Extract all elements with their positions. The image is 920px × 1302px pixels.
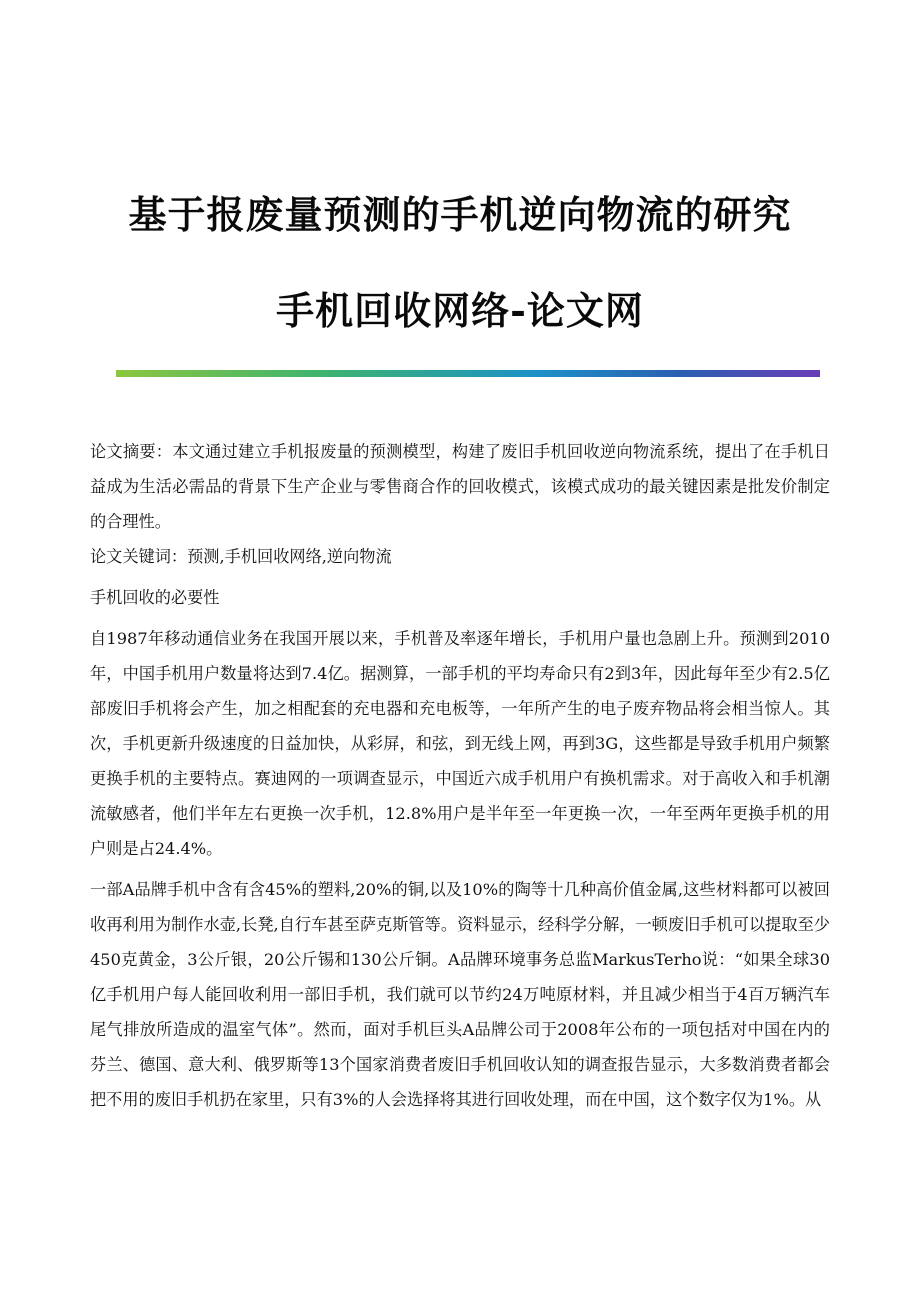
section-heading: 手机回收的必要性 bbox=[90, 588, 220, 607]
title-divider bbox=[116, 370, 820, 377]
document-title-line-1: 基于报废量预测的手机逆向物流的研究 bbox=[128, 192, 792, 237]
document-title-line-2: 手机回收网络-论文网 bbox=[276, 288, 644, 333]
abstract-paragraph: 论文摘要：本文通过建立手机报废量的预测模型，构建了废旧手机回收逆向物流系统，提出了在手机日益成为生活必需品的背景下生产企业与零售商合作的回收模式，该模式成功的最关键因素是批发价制定的合理性。 bbox=[90, 442, 830, 531]
body-paragraph-1: 自1987年移动通信业务在我国开展以来，手机普及率逐年增长，手机用户量也急剧上升。预测到2010年，中国手机用户数量将达到7.4亿。据测算，一部手机的平均寿命只有2到3年，因此每年至少有2.5亿部废旧手机将会产生，加之相配套的充电器和充电板等，一年所产生的电子废弃物品将会相当惊人。其次，手机更新升级速度的日益加快，从彩屏，和弦，到无线上网，再到3G，这些都是导致手机用户频繁更换手机的主要特点。赛迪网的一项调查显示，中国近六成手机用户有换机需求。对于高收入和手机潮流敏感者，他们半年左右更换一次手机，12.8%用户是半年至一年更换一次，一年至两年更换手机的用户则是占24.4%。 bbox=[90, 629, 830, 858]
body-paragraph-2: 一部A品牌手机中含有含45%的塑料,20%的铜,以及10%的陶等十几种高价值金属,这些材料都可以被回收再利用为制作水壶,长凳,自行车甚至萨克斯管等。资料显示，经科学分解，一顿废旧手机可以提取至少450克黄金，3公斤银，20公斤锡和130公斤铜。A品牌环境事务总监MarkusTerho说：“如果全球30亿手机用户每人能回收利用一部旧手机，我们就可以节约24万吨原材料，并且减少相当于4百万辆汽车尾气排放所造成的温室气体”。然而，面对手机巨头A品牌公司于2008年公布的一项包括对中国在内的芬兰、德国、意大利、俄罗斯等13个国家消费者废旧手机回收认知的调查报告显示，大多数消费者都会把不用的废旧手机扔在家里，只有3%的人会选择将其进行回收处理，而在中国，这个数字仅为1%。从 bbox=[90, 880, 830, 1109]
keywords-paragraph: 论文关键词：预测,手机回收网络,逆向物流 bbox=[90, 547, 392, 566]
document-body bbox=[90, 434, 830, 1117]
